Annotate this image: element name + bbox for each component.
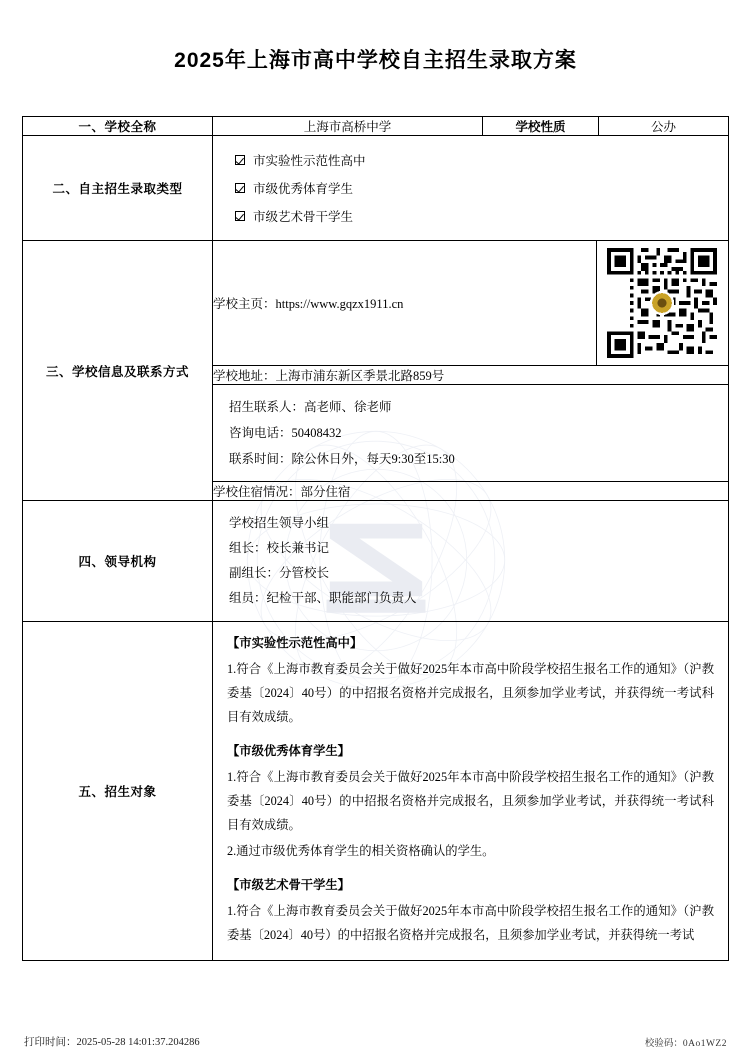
table-row-leadership <box>23 501 729 622</box>
row-label-school-name: 一、学校全称 <box>23 117 213 136</box>
leadership-line-0: 学校招生领导小组 <box>229 516 330 531</box>
print-time: 打印时间：2025-05-28 14:01:37.204286 <box>24 1037 200 1048</box>
checkbox-option-1[interactable] <box>235 174 728 202</box>
school-nature-value: 公办 <box>599 117 729 136</box>
checkbox-option-2[interactable] <box>235 202 728 230</box>
row-label-school-info: 三、学校信息及联系方式 <box>23 241 213 501</box>
verify-code-value: 0Ao1WZ2 <box>682 1039 727 1049</box>
leadership-line-2: 副组长：分管校长 <box>229 566 330 581</box>
qr-code-icon <box>607 248 717 358</box>
verify-code-label: 校验码： <box>644 1039 683 1049</box>
checkbox-checked-icon <box>235 155 245 165</box>
checkbox-checked-icon <box>235 211 245 221</box>
checkbox-label: 市级艺术骨干学生 <box>253 210 354 224</box>
object-group-head-2: 【市级艺术骨干学生】 <box>227 877 350 892</box>
contact-person: 招生联系人：高老师、徐老师 <box>229 399 392 414</box>
leadership-line-3: 组员：纪检干部、职能部门负责人 <box>229 591 417 606</box>
row-label-admission-types: 二、自主招生录取类型 <box>23 136 213 241</box>
page-footer <box>0 1034 751 1049</box>
verify-code <box>645 1035 727 1049</box>
leadership-cell <box>213 501 729 622</box>
contact-time: 联系时间：除公休日外，每天9:30至15:30 <box>229 452 455 466</box>
row-label-admission-objects: 五、招生对象 <box>23 622 213 961</box>
table-row-admission-objects <box>23 622 729 961</box>
checkbox-checked-icon <box>235 183 245 193</box>
school-address: 学校地址：上海市浦东新区季景北路859号 <box>213 365 728 384</box>
leadership-line-1: 组长：校长兼书记 <box>229 541 330 556</box>
checkbox-label: 市级优秀体育学生 <box>253 182 354 196</box>
object-group-2-para-0: 1.符合《上海市教育委员会关于做好2025年本市高中阶段学校招生报名工作的通知》（沪教委基〔2024〕40号）的中招报名资格并完成报名，且须参加学业考试，并获得统一考试 <box>227 903 714 942</box>
admission-objects-cell <box>213 622 729 961</box>
school-nature-label: 学校性质 <box>483 117 599 136</box>
school-name-value: 上海市高桥中学 <box>213 117 483 136</box>
row-label-leadership: 四、领导机构 <box>23 501 213 622</box>
checkbox-option-0[interactable] <box>235 146 728 174</box>
school-homepage[interactable]: 学校主页：https://www.gqzx1911.cn <box>213 241 596 365</box>
table-row-school-name <box>23 117 729 136</box>
contact-info-block <box>213 384 728 482</box>
object-group-1-para-1: 2.通过市级优秀体育学生的相关资格确认的学生。 <box>227 844 495 858</box>
school-info-cell <box>213 241 729 501</box>
table-row-admission-types <box>23 136 729 241</box>
qr-code-cell <box>596 241 728 365</box>
contact-phone: 咨询电话：50408432 <box>229 425 342 440</box>
object-group-head-1: 【市级优秀体育学生】 <box>227 744 350 759</box>
object-group-head-0: 【市实验性示范性高中】 <box>227 636 363 651</box>
admission-plan-table <box>22 116 729 961</box>
checkbox-label: 市实验性示范性高中 <box>253 154 366 168</box>
admission-types-cell <box>213 136 729 241</box>
table-row-school-info <box>23 241 729 501</box>
page-title: 2025年上海市高中学校自主招生录取方案 <box>174 49 577 72</box>
object-group-1-para-0: 1.符合《上海市教育委员会关于做好2025年本市高中阶段学校招生报名工作的通知》（沪教委基〔2024〕40号）的中招报名资格并完成报名，且须参加学业考试，并获得统一考试科目有效成绩。 <box>227 770 714 833</box>
dormitory-info: 学校住宿情况：部分住宿 <box>213 482 728 501</box>
object-group-0-para-0: 1.符合《上海市教育委员会关于做好2025年本市高中阶段学校招生报名工作的通知》（沪教委基〔2024〕40号）的中招报名资格并完成报名，且须参加学业考试，并获得统一考试科目有效成绩。 <box>227 662 714 725</box>
